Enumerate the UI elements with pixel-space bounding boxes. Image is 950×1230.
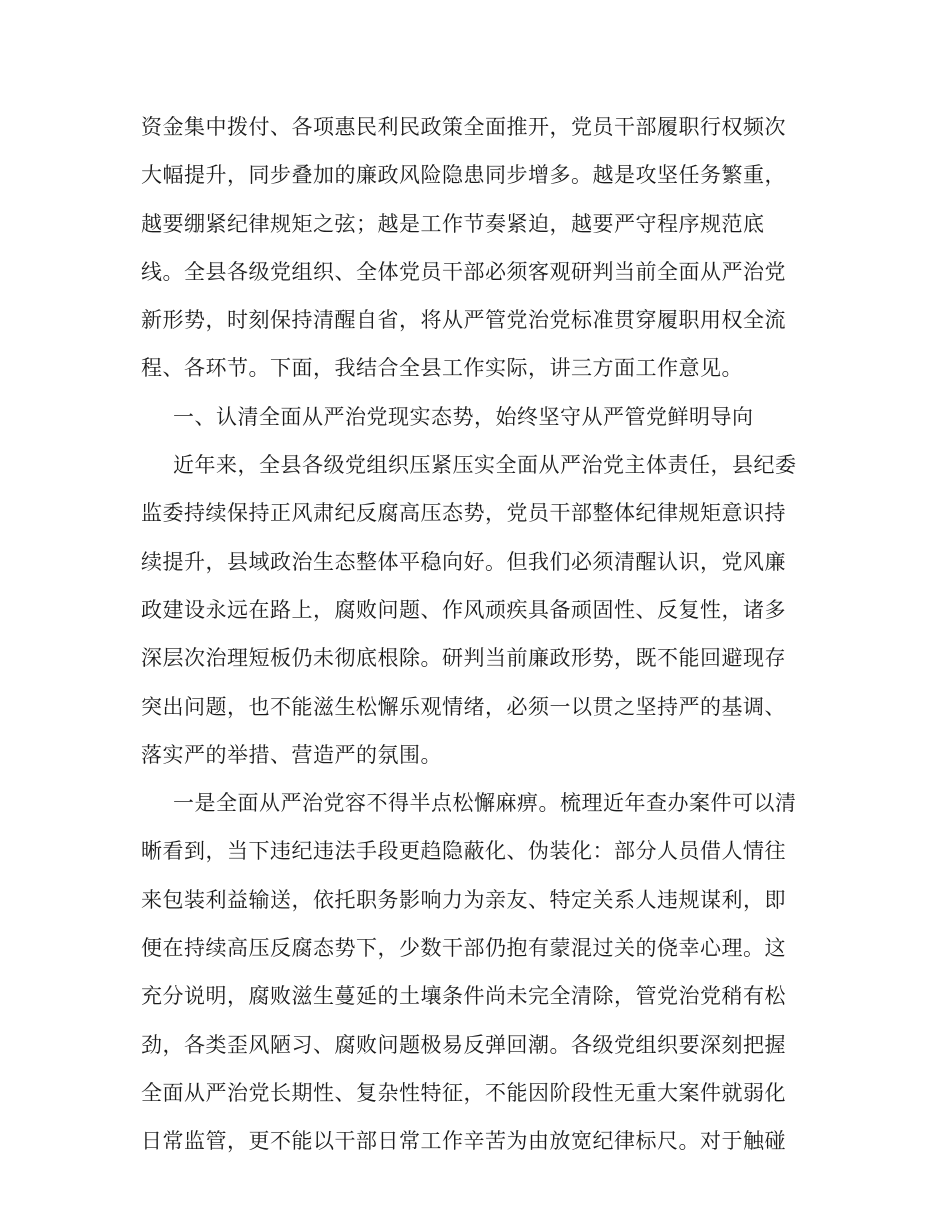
text-line: 落实严的举措、营造严的氛围。 bbox=[141, 742, 442, 767]
text-line: 一是全面从严治党容不得半点松懈麻痹。梳理近年查办案件可以清 bbox=[173, 791, 797, 816]
text-line: 近年来，全县各级党组织压紧压实全面从严治党主体责任，县纪委 bbox=[173, 453, 797, 478]
text-line: 新形势，时刻保持清醒自省，将从严管党治党标准贯穿履职用权全流 bbox=[141, 308, 786, 333]
text-line: 突出问题，也不能滋生松懈乐观情绪，必须一以贯之坚持严的基调、 bbox=[141, 694, 786, 719]
text-line: 资金集中拨付、各项惠民利民政策全面推开，党员干部履职行权频次 bbox=[141, 115, 786, 139]
text-line: 充分说明，腐败滋生蔓延的土壤条件尚未完全清除，管党治党稍有松 bbox=[141, 984, 786, 1009]
text-line: 越要绷紧纪律规矩之弦；越是工作节奏紧迫，越要严守程序规范底 bbox=[141, 211, 765, 236]
section-heading: 一、认清全面从严治党现实态势，始终坚守从严管党鲜明导向 bbox=[173, 404, 754, 429]
document-body bbox=[141, 103, 813, 1166]
text-line: 便在持续高压反腐态势下，少数干部仍抱有蒙混过关的侥幸心理。这 bbox=[141, 936, 786, 961]
text-line: 大幅提升，同步叠加的廉政风险隐患同步增多。越是攻坚任务繁重， bbox=[141, 163, 786, 188]
text-line: 程、各环节。下面，我结合全县工作实际，讲三方面工作意见。 bbox=[141, 356, 743, 381]
text-line: 监委持续保持正风肃纪反腐高压态势，党员干部整体纪律规矩意识持 bbox=[141, 501, 786, 526]
text-line: 政建设永远在路上，腐败问题、作风顽疾具备顽固性、反复性，诸多 bbox=[141, 597, 786, 622]
text-line: 续提升，县域政治生态整体平稳向好。但我们必须清醒认识，党风廉 bbox=[141, 549, 786, 574]
text-line: 晰看到，当下违纪违法手段更趋隐蔽化、伪装化：部分人员借人情往 bbox=[141, 839, 786, 864]
text-line: 日常监管，更不能以干部日常工作辛苦为由放宽纪律标尺。对于触碰 bbox=[141, 1129, 786, 1154]
text-line: 深层次治理短板仍未彻底根除。研判当前廉政形势，既不能回避现存 bbox=[141, 646, 786, 671]
text-line: 来包装利益输送，依托职务影响力为亲友、特定关系人违规谋利，即 bbox=[141, 887, 786, 912]
text-line: 线。全县各级党组织、全体党员干部必须客观研判当前全面从严治党 bbox=[141, 259, 786, 284]
text-line: 劲，各类歪风陋习、腐败问题极易反弹回潮。各级党组织要深刻把握 bbox=[141, 1032, 786, 1057]
text-line: 全面从严治党长期性、复杂性特征，不能因阶段性无重大案件就弱化 bbox=[141, 1080, 786, 1105]
